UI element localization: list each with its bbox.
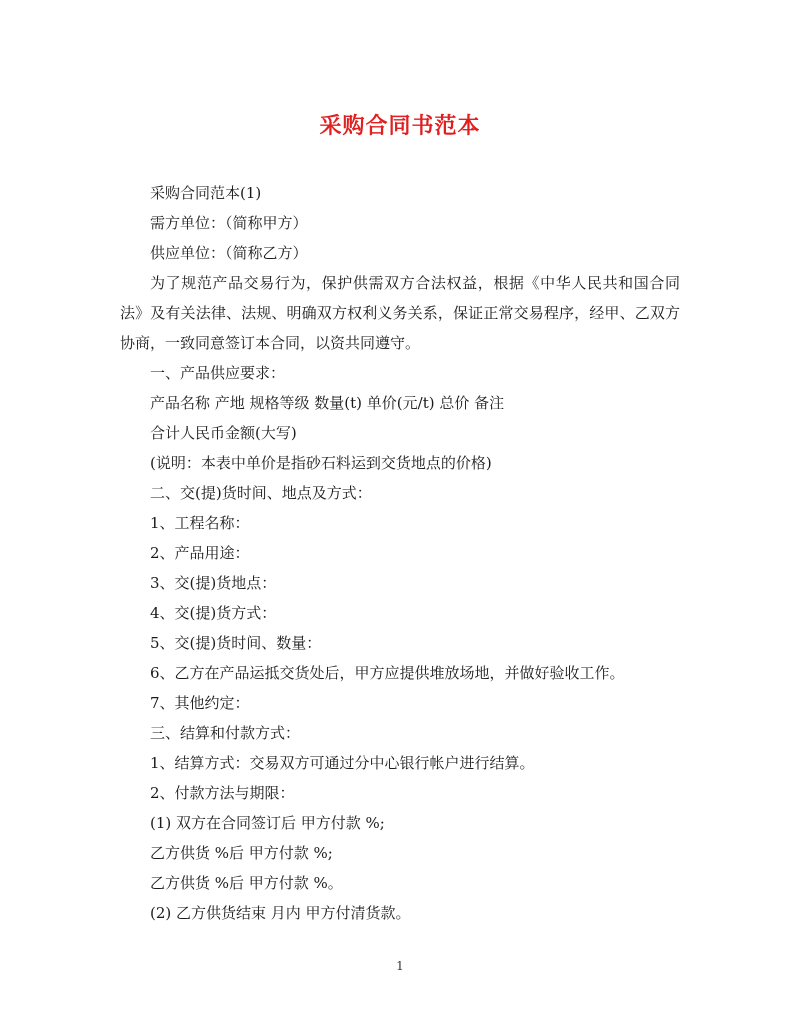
section-heading-1: 一、产品供应要求： xyxy=(150,364,286,382)
section-heading-3: 三、结算和付款方式： xyxy=(150,724,301,742)
list-item: (1) 双方在合同签订后 甲方付款 %; xyxy=(150,814,385,832)
list-item: (2) 乙方供货结束 月内 甲方付清货款。 xyxy=(150,904,411,922)
page-number: 1 xyxy=(396,959,404,973)
paragraph-note: (说明：本表中单价是指砂石料运到交货地点的价格) xyxy=(150,454,492,472)
paragraph-preamble: 为了规范产品交易行为，保护供需双方合法权益，根据《中华人民共和国合同法》及有关法律、法规、明确双方权利义务关系，保证正常交易程序，经甲、乙双方协商，一致同意签订本合同，以资共同遵守。 xyxy=(120,274,680,352)
list-item: 5、交(提)货时间、数量： xyxy=(150,634,322,652)
product-table-header: 产品名称 产地 规格等级 数量(t) 单价(元/t) 总价 备注 xyxy=(150,394,505,412)
list-item: 6、乙方在产品运抵交货处后，甲方应提供堆放场地，并做好验收工作。 xyxy=(150,664,625,682)
paragraph-supplier: 供应单位：（简称乙方） xyxy=(150,244,308,262)
list-item: 乙方供货 %后 甲方付款 %; xyxy=(150,844,333,862)
list-item: 乙方供货 %后 甲方付款 %。 xyxy=(150,874,343,892)
list-item: 2、付款方法与期限： xyxy=(150,784,295,802)
document-body xyxy=(120,178,680,928)
paragraph-buyer: 需方单位：（简称甲方） xyxy=(150,214,308,232)
list-item: 7、其他约定： xyxy=(150,694,250,712)
list-item: 1、结算方式：交易双方可通过分中心银行帐户进行结算。 xyxy=(150,754,535,772)
list-item: 4、交(提)货方式： xyxy=(150,604,277,622)
paragraph-total-amount: 合计人民币金额(大写) xyxy=(150,424,297,442)
list-item: 3、交(提)货地点： xyxy=(150,574,277,592)
document-title: 采购合同书范本 xyxy=(319,113,481,139)
section-heading-2: 二、交(提)货时间、地点及方式： xyxy=(150,484,372,502)
paragraph-contract-name: 采购合同范本(1) xyxy=(150,184,262,202)
list-item: 1、工程名称： xyxy=(150,514,250,532)
list-item: 2、产品用途： xyxy=(150,544,250,562)
